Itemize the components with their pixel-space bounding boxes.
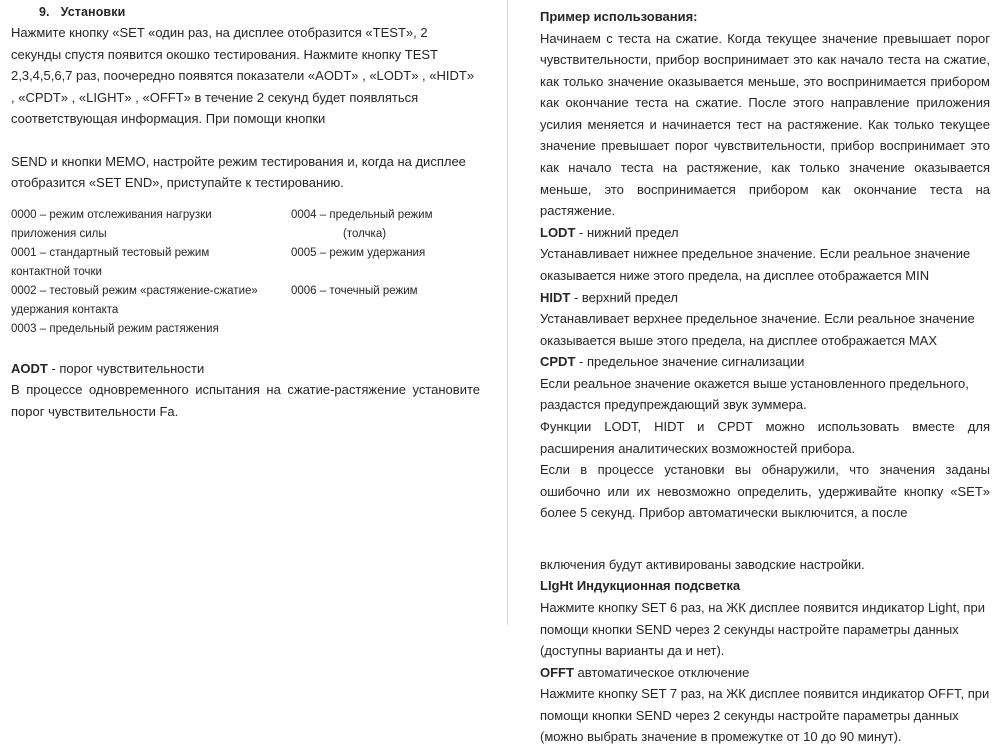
list-item: 0000 – режим отслеживания нагрузки <box>11 208 212 221</box>
offt-term: OFFT <box>540 664 574 680</box>
aodt-term-line <box>11 358 480 380</box>
functions-paragraph: Функции LODT, HIDT и CPDT можно использовать вместе для расширения аналитических возможностей прибора. <box>540 418 990 456</box>
aodt-description: В процессе одновременного испытания на сжатие-растяжение установите порог чувствительности Fa. <box>11 382 480 419</box>
list-item: удержания контакта <box>11 303 119 316</box>
hidt-term: HIDT <box>540 289 571 305</box>
right-column <box>540 0 995 748</box>
cpdt-definition: - предельное значение сигнализации <box>575 354 805 370</box>
cpdt-description: Если реальное значение окажется выше установленного предельного, раздастся предупреждающий звук зуммера. <box>540 375 969 413</box>
page-break-gap <box>540 524 990 554</box>
aodt-definition: - порог чувствительности <box>47 360 205 376</box>
list-item: 0006 – точечный режим <box>291 284 418 297</box>
offt-description: Нажмите кнопку SET 7 раз, на ЖК дисплее появится индикатор OFFT, при помощи кнопки SEND через 2 секунды настройте параметры данных (можно выбрать значение в промежутке от 10 до 90 минут). <box>540 686 990 745</box>
column-divider <box>507 0 508 625</box>
reset-paragraph: Если в процессе установки вы обнаружили, что значения заданы ошибочно или их невозможно определить, удерживайте кнопку «SET» более 5 секунд. Прибор автоматически выключится, а после <box>540 462 990 521</box>
left-column <box>0 0 490 422</box>
spacer-before-codes <box>11 194 480 206</box>
lodt-term: LODT <box>540 224 576 240</box>
section-title: Установки <box>60 5 126 19</box>
light-definition: Индукционная подсветка <box>573 578 741 594</box>
list-item: 0001 – стандартный тестовый режим <box>11 246 210 259</box>
list-item: приложения силы <box>11 227 107 240</box>
mode-code-list <box>11 206 480 339</box>
example-paragraph: Начинаем с теста на сжатие. Когда текущее значение превышает порог чувствительности, прибор воспринимает это как начало теста на сжатие, как только значение оказывается меньше, это воспринимается прибором как окончание теста на сжатие. После этого направление приложения усилия меняется и начинается тест на растяжение. Как только текущее значение превышает порог чувствительности, прибор воспринимает это как начало теста на растяжение, как только значение оказывается меньше, это воспринимается прибором как окончание теста на растяжение. <box>540 30 990 219</box>
lodt-term-line <box>540 222 990 244</box>
lodt-description: Устанавливает нижнее предельное значение. Если реальное значение оказывается ниже этого предела, на дисплее отображается MIN <box>540 246 971 283</box>
list-item: контактной точки <box>11 265 102 278</box>
lodt-definition: - нижний предел <box>575 224 679 240</box>
page-break-gap <box>11 130 480 151</box>
section-heading <box>11 4 480 20</box>
aodt-term: AODT <box>11 360 48 376</box>
list-spacer <box>291 263 491 282</box>
continuation-paragraph: SEND и кнопки MEMO, настройте режим тестирования и, когда на дисплее отобразится «SET END», приступайте к тестированию. <box>11 153 466 190</box>
list-item: (толчка) <box>343 227 387 240</box>
example-heading: Пример использования: <box>540 9 698 24</box>
section-number: 9. <box>39 5 50 19</box>
hidt-description: Устанавливает верхнее предельное значение. Если реальное значение оказывается выше этого предела, на дисплее отображается MAX <box>540 311 975 348</box>
spacer-before-aodt <box>11 339 480 358</box>
list-item: 0005 – режим удержания <box>291 246 426 259</box>
light-description: Нажмите кнопку SET 6 раз, на ЖК дисплее появится индикатор Light, при помощи кнопки SEND через 2 секунды настройте параметры данных (доступны варианты да и нет). <box>540 599 985 659</box>
light-term: LIgHt <box>540 578 574 594</box>
intro-paragraph: Нажмите кнопку «SET «один раз, на дисплее отобразится «TEST», 2 секунды спустя появится окошко тестирования. Нажмите кнопку TEST 2,3,4,5,6,7 раз, поочередно появятся показатели «AODT» , «LODT» , «HIDT» , «CPDT» , «LIGHT» , «OFFT» в течение 2 секунд будет появляться соответствующая информация. При помощи кнопки <box>11 25 475 126</box>
mode-codes-right <box>291 206 491 301</box>
list-item: 0004 – предельный режим <box>291 208 433 221</box>
hidt-definition: - верхний предел <box>570 289 678 305</box>
offt-definition: автоматическое отключение <box>573 664 750 680</box>
list-item: 0003 – предельный режим растяжения <box>11 322 219 335</box>
cpdt-term: CPDT <box>540 354 576 370</box>
list-item: 0002 – тестовый режим «растяжение-сжатие» <box>11 284 258 297</box>
cpdt-term-line <box>540 351 990 373</box>
light-term-line <box>540 575 990 597</box>
reset-continuation: включения будут активированы заводские настройки. <box>540 556 865 572</box>
mode-codes-left <box>11 206 279 339</box>
hidt-term-line <box>540 287 990 309</box>
offt-term-line <box>540 662 990 684</box>
